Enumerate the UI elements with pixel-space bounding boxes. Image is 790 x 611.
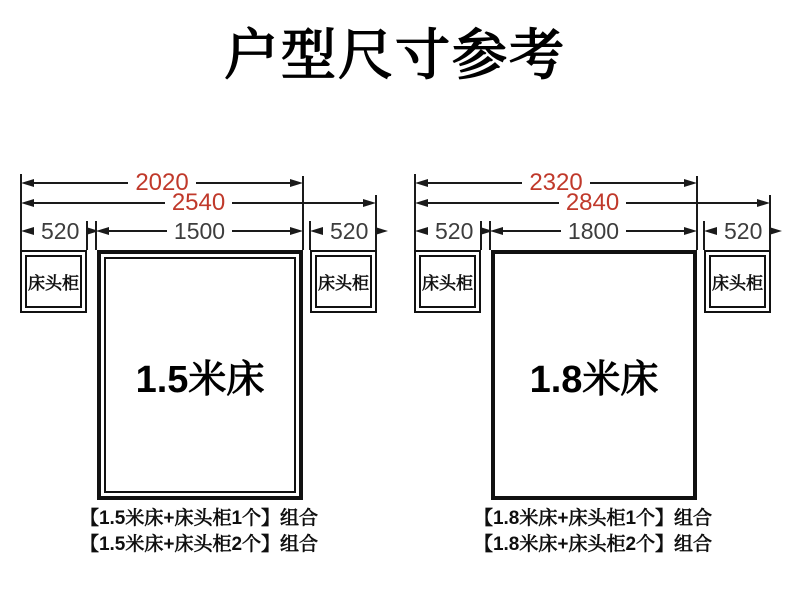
arrowhead-right-icon xyxy=(757,199,770,207)
dimension-line-bed-plus-two xyxy=(415,189,770,216)
arrowhead-right-icon xyxy=(290,179,303,187)
dimension-value: 1800 xyxy=(567,218,620,244)
nightstand-label: 床头柜 xyxy=(422,274,473,293)
arrowhead-left-icon xyxy=(21,199,34,207)
bed-box-1-5m xyxy=(97,250,303,500)
combo-caption-1: 【1.8米床+床头柜1个】组合 xyxy=(473,508,713,529)
bed-label: 1.8米床 xyxy=(529,358,659,401)
dimension-value: 520 xyxy=(41,218,80,244)
nightstand-right-box xyxy=(704,250,771,313)
dimension-line-bed-plus-one xyxy=(415,169,697,196)
arrowhead-right-icon xyxy=(290,227,303,235)
arrowhead-right-icon xyxy=(684,227,697,235)
arrowhead-left-icon xyxy=(415,199,428,207)
nightstand-left-box xyxy=(20,250,87,313)
dimension-line-left-nightstand xyxy=(415,218,481,244)
combo-captions xyxy=(415,506,771,558)
arrowhead-left-icon xyxy=(21,227,34,235)
dimension-line-right-nightstand xyxy=(704,218,770,244)
arrowhead-left-icon xyxy=(21,179,34,187)
combo-captions xyxy=(21,506,377,558)
arrowhead-left-icon xyxy=(96,227,109,235)
arrowhead-left-icon xyxy=(704,227,717,235)
arrowhead-left-icon xyxy=(490,227,503,235)
arrowhead-left-icon xyxy=(310,227,323,235)
nightstand-left-box xyxy=(414,250,481,313)
combo-caption-2: 【1.5米床+床头柜2个】组合 xyxy=(79,534,319,555)
combo-caption-1: 【1.5米床+床头柜1个】组合 xyxy=(79,508,319,529)
dimension-value: 2540 xyxy=(171,189,226,216)
dimension-value: 520 xyxy=(435,218,474,244)
arrowhead-right-icon xyxy=(769,227,782,235)
dimension-line-left-nightstand xyxy=(21,218,87,244)
nightstand-label: 床头柜 xyxy=(712,274,763,293)
dimension-line-bed-width xyxy=(490,218,697,244)
arrowhead-right-icon xyxy=(363,199,376,207)
dimension-line-bed-plus-one xyxy=(21,169,303,196)
dimension-line-bed-plus-two xyxy=(21,189,376,216)
dimension-value: 520 xyxy=(330,218,369,244)
arrowhead-left-icon xyxy=(415,179,428,187)
dimension-value: 2320 xyxy=(529,169,583,196)
bed-box-1-8m xyxy=(491,250,697,500)
arrowhead-left-icon xyxy=(415,227,428,235)
arrowhead-right-icon xyxy=(684,179,697,187)
dimension-value: 1500 xyxy=(173,218,226,244)
dimension-value: 520 xyxy=(724,218,763,244)
dimension-value: 2840 xyxy=(565,189,620,216)
bed-label: 1.5米床 xyxy=(135,358,265,401)
dimension-line-bed-width xyxy=(96,218,303,244)
page-title: 户型尺寸参考 xyxy=(223,24,566,86)
nightstand-label: 床头柜 xyxy=(28,274,79,293)
combo-caption-2: 【1.8米床+床头柜2个】组合 xyxy=(473,534,713,555)
arrowhead-right-icon xyxy=(375,227,388,235)
nightstand-label: 床头柜 xyxy=(318,274,369,293)
dimension-value: 2020 xyxy=(135,169,189,196)
dimension-line-right-nightstand xyxy=(310,218,376,244)
nightstand-right-box xyxy=(310,250,377,313)
